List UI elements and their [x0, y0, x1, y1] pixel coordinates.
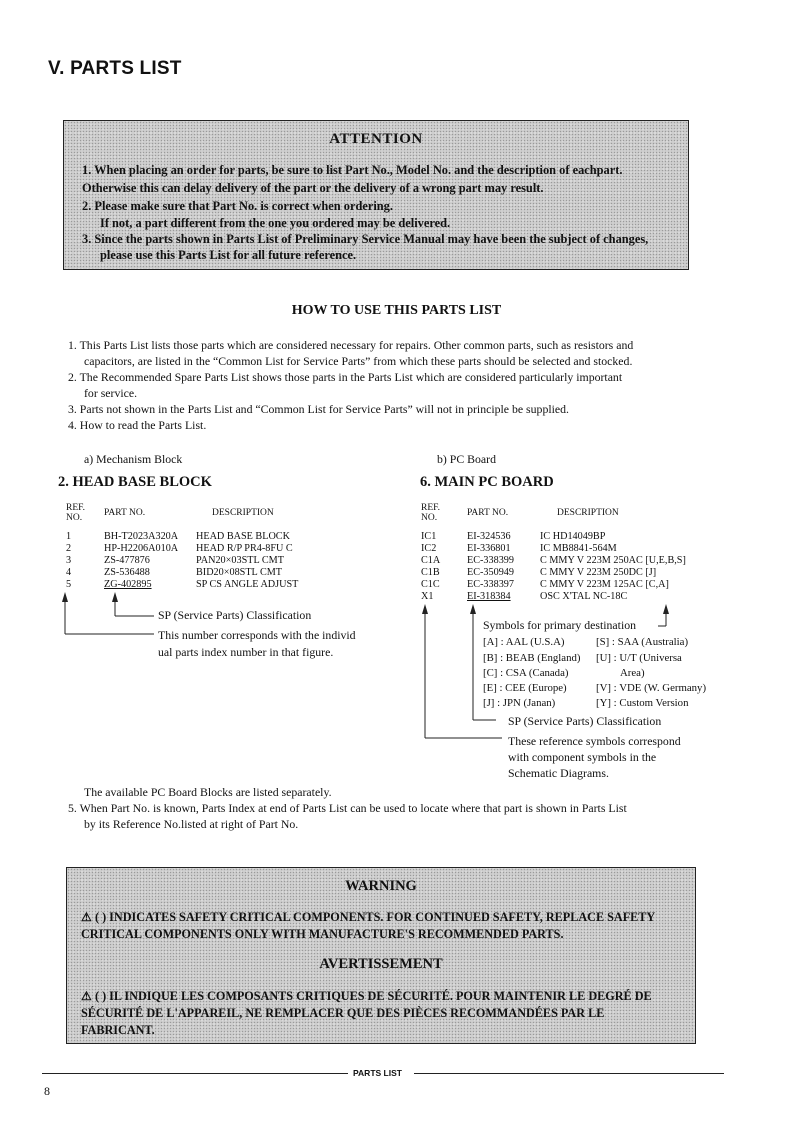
right-ref-note: These reference symbols correspond — [508, 734, 681, 748]
description-header: DESCRIPTION — [557, 508, 619, 518]
desc-cell: C MMY V 223M 250DC [J] — [540, 567, 657, 578]
attention-heading: ATTENTION — [329, 131, 423, 147]
main-pc-board-title: 6. MAIN PC BOARD — [420, 474, 554, 490]
footer-label: PARTS LIST — [353, 1068, 402, 1078]
ref-cell: IC2 — [421, 543, 437, 554]
ref-no-header: REF. NO. — [421, 503, 441, 523]
ref-no-header: REF. NO. — [66, 503, 86, 523]
warning-line: CRITICAL COMPONENTS ONLY WITH MANUFACTURE'S RECOMMENDED PARTS. — [81, 927, 564, 941]
part-cell: EC-350949 — [467, 567, 514, 578]
attention-line: Otherwise this can delay delivery of the part or the delivery of a wrong part may result. — [82, 181, 544, 195]
attention-line: If not, a part different from the one you ordered may be delivered. — [100, 216, 451, 230]
ref-cell: 1 — [66, 531, 72, 542]
footer-rule-left — [42, 1073, 348, 1074]
warning-line: ⚠ ( ) INDICATES SAFETY CRITICAL COMPONENTS. FOR CONTINUED SAFETY, REPLACE SAFETY — [81, 910, 656, 924]
page-number: 8 — [44, 1084, 50, 1098]
symbol-entry: [A] : AAL (U.S.A) — [483, 636, 565, 648]
ref-cell: 5 — [66, 579, 72, 590]
ref-cell: 4 — [66, 567, 72, 578]
attention-line: 3. Since the parts shown in Parts List of Preliminary Service Manual may have been the subject of changes, — [82, 232, 649, 246]
pc-board-label: b) PC Board — [437, 452, 496, 466]
symbol-entry: [E] : CEE (Europe) — [483, 682, 567, 694]
desc-cell: BID20×08STL CMT — [196, 567, 283, 578]
part-cell: ZG-402895 — [104, 579, 152, 590]
symbol-entry: [Y] : Custom Version — [596, 697, 689, 709]
desc-cell: C MMY V 223M 250AC [U,E,B,S] — [540, 555, 686, 566]
right-ref-note: with component symbols in the — [508, 750, 657, 764]
attention-box — [63, 120, 689, 270]
head-base-block-title: 2. HEAD BASE BLOCK — [58, 474, 212, 490]
avertissement-line: ⚠ ( ) IL INDIQUE LES COMPOSANTS CRITIQUES DE SÉCURITÉ. POUR MAINTENIR LE DEGRÉ DE — [81, 989, 652, 1003]
symbol-entry: Area) — [620, 667, 645, 679]
part-cell: EI-336801 — [467, 543, 511, 554]
avertissement-line: SÉCURITÉ DE L'APPAREIL, NE REMPLACER QUE DES PIÈCES RECOMMANDÉES PAR LE — [81, 1006, 605, 1020]
ref-cell: X1 — [421, 591, 434, 602]
desc-cell: SP CS ANGLE ADJUST — [196, 579, 299, 590]
part-cell: EI-324536 — [467, 531, 511, 542]
desc-cell: IC MB8841-564M — [540, 543, 617, 554]
ref-cell: 3 — [66, 555, 72, 566]
footer-rule-right — [414, 1073, 724, 1074]
howto-item: 3. Parts not shown in the Parts List and “Common List for Service Parts” will not in principle be supplied. — [68, 402, 569, 416]
desc-cell: HEAD BASE BLOCK — [196, 531, 290, 542]
part-cell: HP-H2206A010A — [104, 543, 179, 554]
right-ref-note: Schematic Diagrams. — [508, 766, 609, 780]
part-cell: EI-318384 — [467, 591, 511, 602]
avertissement-heading: AVERTISSEMENT — [319, 956, 443, 972]
howto-item: 2. The Recommended Spare Parts List shows those parts in the Parts List which are considered particularly important — [68, 370, 623, 384]
left-sp-note: SP (Service Parts) Classification — [158, 608, 312, 622]
part-cell: EC-338397 — [467, 579, 514, 590]
warning-heading: WARNING — [345, 878, 417, 894]
avertissement-line: FABRICANT. — [81, 1023, 155, 1037]
desc-cell: PAN20×03STL CMT — [196, 555, 284, 566]
symbol-entry: [B] : BEAB (England) — [483, 652, 581, 664]
howto-item: for service. — [84, 386, 138, 400]
mechanism-block-label: a) Mechanism Block — [84, 452, 183, 466]
desc-cell: HEAD R/P PR4-8FU C — [196, 543, 293, 554]
part-no-header: PART NO. — [104, 508, 146, 518]
attention-line: please use this Parts List for all future reference. — [100, 248, 357, 262]
desc-cell: IC HD14049BP — [540, 531, 606, 542]
symbol-entry: [V] : VDE (W. Germany) — [596, 682, 707, 694]
desc-cell: OSC X'TAL NC-18C — [540, 591, 628, 602]
ref-cell: IC1 — [421, 531, 437, 542]
howto-item-5: 5. When Part No. is known, Parts Index at end of Parts List can be used to locate where that part is shown in Parts List — [68, 801, 627, 815]
part-cell: BH-T2023A320A — [104, 531, 179, 542]
left-index-note: This number corresponds with the individ — [158, 628, 356, 642]
howto-item: 4. How to read the Parts List. — [68, 418, 207, 432]
ref-cell: C1B — [421, 567, 440, 578]
part-cell: ZS-477876 — [104, 555, 150, 566]
warning-box — [66, 867, 696, 1044]
right-sp-note: SP (Service Parts) Classification — [508, 714, 662, 728]
pc-blocks-note: The available PC Board Blocks are listed separately. — [84, 785, 332, 799]
howto-item: capacitors, are listed in the “Common List for Service Parts” from which these parts should be selected and stocked. — [84, 354, 633, 368]
page-title: V. PARTS LIST — [48, 58, 182, 79]
symbol-entry: [C] : CSA (Canada) — [483, 667, 569, 679]
attention-line: 2. Please make sure that Part No. is correct when ordering. — [82, 199, 393, 213]
part-no-header: PART NO. — [467, 508, 509, 518]
ref-cell: 2 — [66, 543, 72, 554]
symbol-entry: [S] : SAA (Australia) — [596, 636, 689, 648]
ref-cell: C1C — [421, 579, 440, 590]
attention-line: 1. When placing an order for parts, be sure to list Part No., Model No. and the description of eachpart. — [82, 163, 623, 177]
howto-item: 1. This Parts List lists those parts which are considered necessary for repairs. Other common parts, such as resistors and — [68, 338, 634, 352]
symbols-title: Symbols for primary destination — [483, 618, 637, 632]
part-cell: EC-338399 — [467, 555, 514, 566]
description-header: DESCRIPTION — [212, 508, 274, 518]
symbol-entry: [U] : U/T (Universa — [596, 652, 682, 664]
howto-item-5-cont: by its Reference No.listed at right of Part No. — [84, 817, 299, 831]
part-cell: ZS-536488 — [104, 567, 150, 578]
left-annotation-arrows — [58, 588, 168, 648]
howto-title: HOW TO USE THIS PARTS LIST — [291, 303, 502, 318]
left-index-note: ual parts index number in that figure. — [158, 645, 334, 659]
symbol-entry: [J] : JPN (Janan) — [483, 697, 556, 709]
ref-cell: C1A — [421, 555, 441, 566]
desc-cell: C MMY V 223M 125AC [C,A] — [540, 579, 669, 590]
